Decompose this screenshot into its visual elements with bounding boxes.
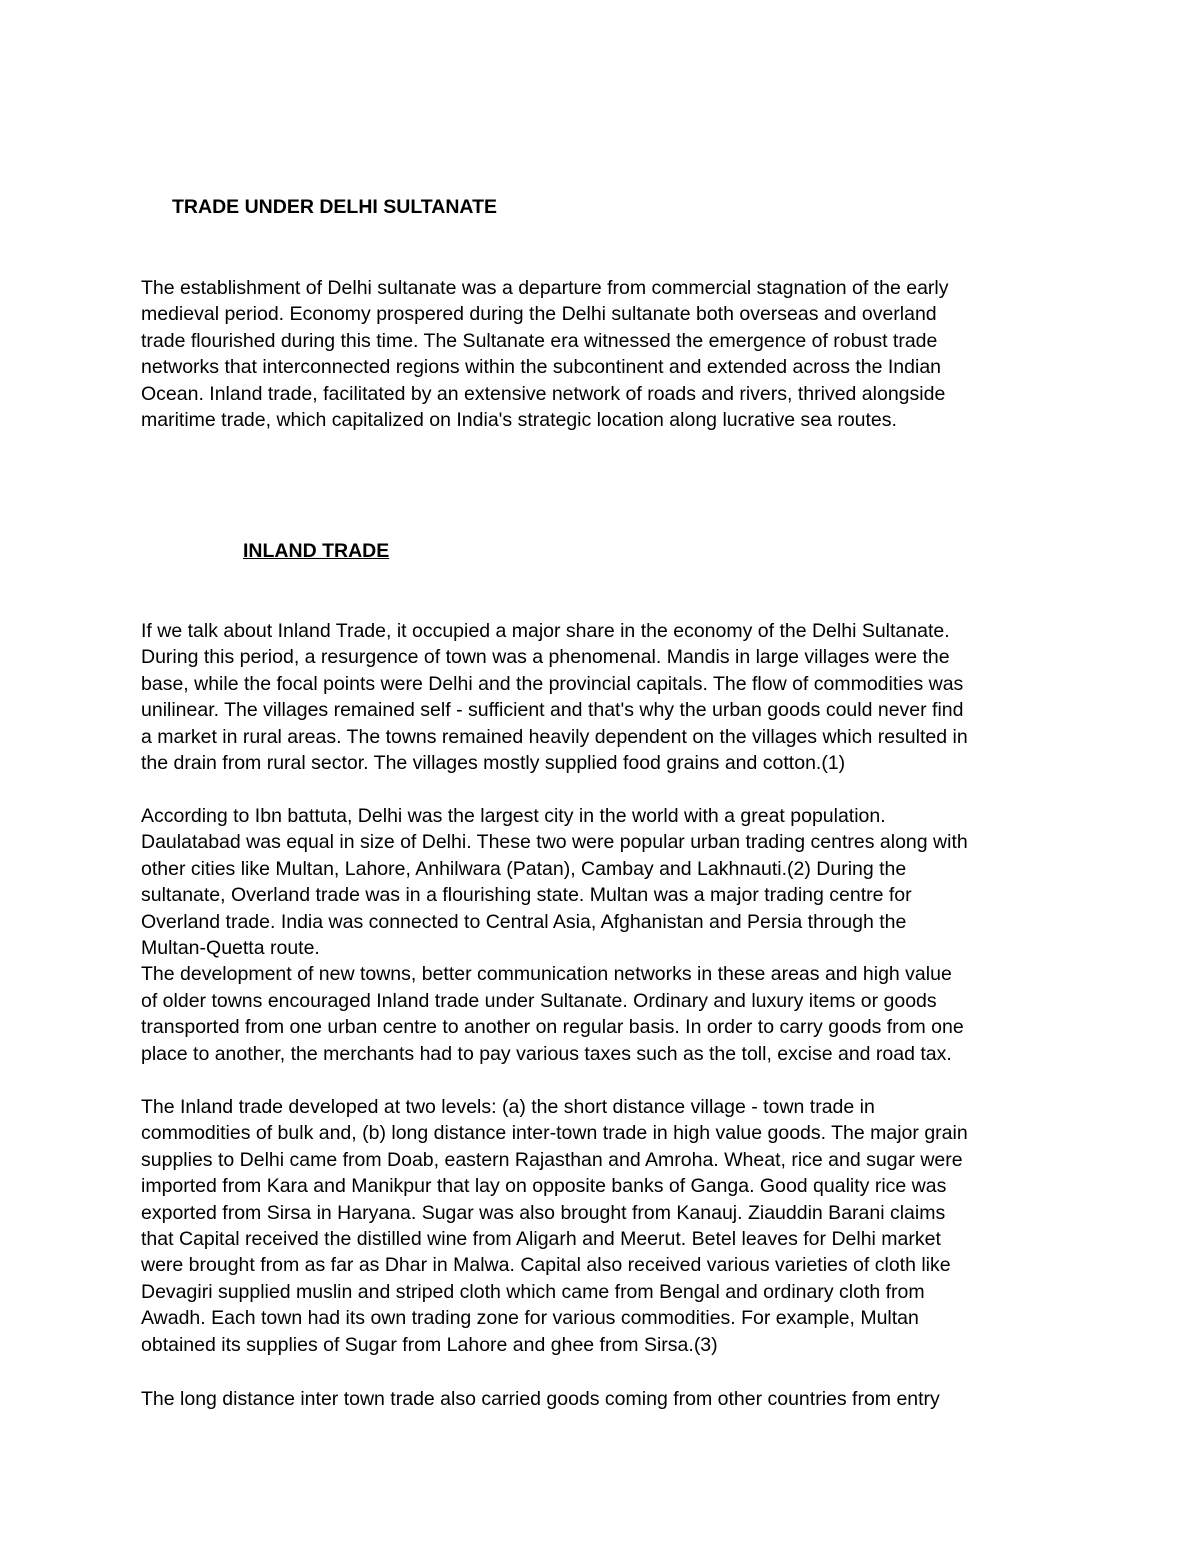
- paragraph-line: that Capital received the distilled wine from Aligarh and Meerut. Betel leaves for Delhi market: [141, 1228, 941, 1251]
- inland-trade-paragraph-1: [141, 618, 1061, 776]
- paragraph-line: transported from one urban centre to another on regular basis. In order to carry goods from one: [141, 1016, 964, 1039]
- inland-trade-paragraph-3: [141, 1094, 1061, 1358]
- paragraph-line: Overland trade. India was connected to Central Asia, Afghanistan and Persia through the: [141, 910, 907, 933]
- paragraph-line: a market in rural areas. The towns remained heavily dependent on the villages which resulted in: [141, 725, 968, 748]
- paragraph-line: During this period, a resurgence of town was a phenomenal. Mandis in large villages were the: [141, 646, 950, 669]
- paragraph-line: other cities like Multan, Lahore, Anhilwara (Patan), Cambay and Lakhnauti.(2) During the: [141, 857, 907, 880]
- paragraph-line: unilinear. The villages remained self - sufficient and that's why the urban goods could never find: [141, 699, 964, 722]
- paragraph-line: maritime trade, which capitalized on India's strategic location along lucrative sea routes.: [141, 409, 897, 432]
- intro-paragraph: [141, 275, 1061, 433]
- paragraph-line: Daulatabad was equal in size of Delhi. These two were popular urban trading centres along with: [141, 831, 968, 854]
- paragraph-line: If we talk about Inland Trade, it occupied a major share in the economy of the Delhi Sultanate.: [141, 620, 950, 642]
- paragraph-line: exported from Sirsa in Haryana. Sugar was also brought from Kanauj. Ziauddin Barani claims: [141, 1201, 946, 1224]
- paragraph-line: According to Ibn battuta, Delhi was the largest city in the world with a great population.: [141, 805, 886, 827]
- paragraph-line: The establishment of Delhi sultanate was a departure from commercial stagnation of the early: [141, 277, 949, 299]
- paragraph-line: The Inland trade developed at two levels: (a) the short distance village - town trade in: [141, 1096, 875, 1118]
- paragraph-line: networks that interconnected regions within the subcontinent and extended across the Indian: [141, 356, 942, 379]
- paragraph-line: the drain from rural sector. The villages mostly supplied food grains and cotton.(1): [141, 752, 846, 775]
- paragraph-line: place to another, the merchants had to pay various taxes such as the toll, excise and road tax.: [141, 1042, 952, 1065]
- paragraph-line: medieval period. Economy prospered during the Delhi sultanate both overseas and overland: [141, 303, 937, 326]
- paragraph-line: commodities of bulk and, (b) long distance inter-town trade in high value goods. The major grain: [141, 1122, 968, 1145]
- inland-trade-paragraph-2: [141, 803, 1061, 1067]
- paragraph-line: sultanate, Overland trade was in a flourishing state. Multan was a major trading centre for: [141, 884, 912, 907]
- paragraph-line: obtained its supplies of Sugar from Lahore and ghee from Sirsa.(3): [141, 1333, 718, 1356]
- section-heading-inland-trade: INLAND TRADE: [243, 540, 390, 562]
- paragraph-line: Ocean. Inland trade, facilitated by an extensive network of roads and rivers, thrived alongside: [141, 382, 946, 405]
- paragraph-line: of older towns encouraged Inland trade under Sultanate. Ordinary and luxury items or goods: [141, 989, 937, 1012]
- paragraph-line: were brought from as far as Dhar in Malwa. Capital also received various varieties of cloth like: [141, 1254, 951, 1277]
- paragraph-line: Multan-Quetta route.: [141, 937, 320, 960]
- paragraph-line: base, while the focal points were Delhi and the provincial capitals. The flow of commodities was: [141, 672, 964, 695]
- paragraph-line: The long distance inter town trade also carried goods coming from other countries from entry: [141, 1388, 940, 1410]
- paragraph-line: Devagiri supplied muslin and striped cloth which came from Bengal and ordinary cloth from: [141, 1280, 925, 1303]
- paragraph-line: The development of new towns, better communication networks in these areas and high value: [141, 963, 952, 986]
- paragraph-line: supplies to Delhi came from Doab, eastern Rajasthan and Amroha. Wheat, rice and sugar were: [141, 1148, 963, 1171]
- paragraph-line: imported from Kara and Manikpur that lay on opposite banks of Ganga. Good quality rice was: [141, 1175, 947, 1198]
- paragraph-line: trade flourished during this time. The Sultanate era witnessed the emergence of robust trade: [141, 329, 938, 352]
- document-title: TRADE UNDER DELHI SULTANATE: [172, 196, 497, 218]
- paragraph-line: Awadh. Each town had its own trading zone for various commodities. For example, Multan: [141, 1307, 919, 1330]
- inland-trade-paragraph-4: [141, 1386, 1061, 1412]
